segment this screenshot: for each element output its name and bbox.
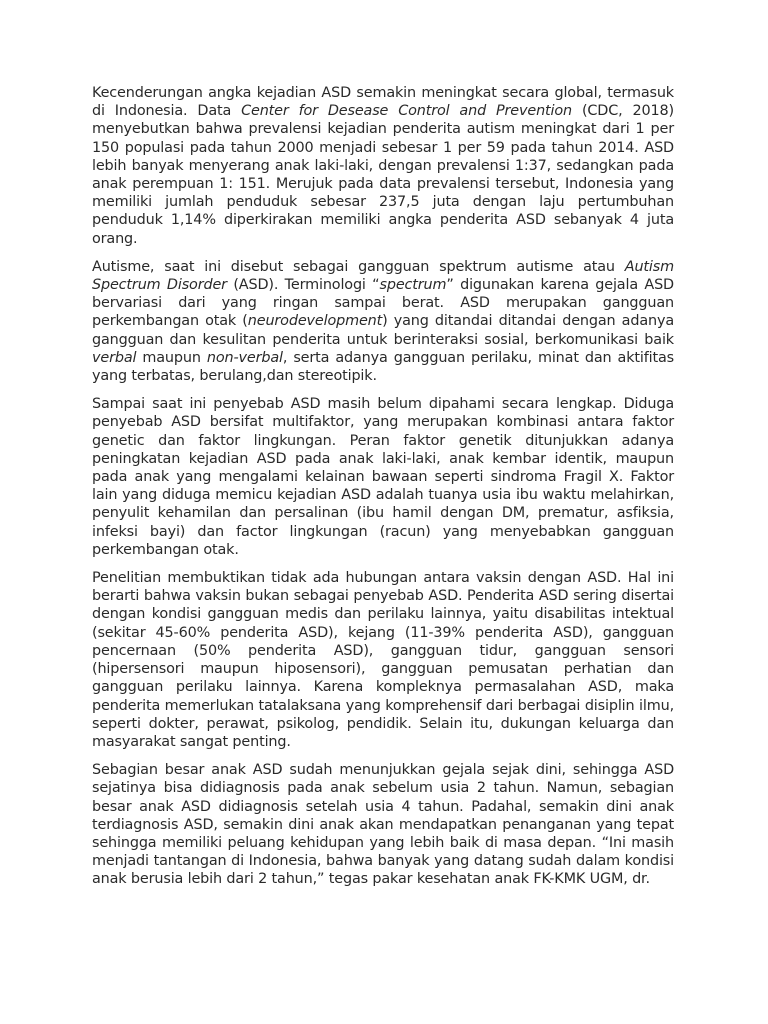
text-segment: Sebagian besar anak ASD sudah menunjukkan gejala sejak dini, sehingga ASD sejatinya bisa didiagnosis pada anak sebelum usia 2 tahun. Namun, sebagian besar anak ASD didiagnosis setelah usia 4 tahun. Padahal, semakin dini anak terdiagnosis ASD, semakin dini anak akan mendapatkan penanganan yang tepat sehingga memiliki peluang kehidupan yang lebih baik di masa depan. “Ini masih menjadi tantangan di Indonesia, bahwa banyak yang datang sudah dalam kondisi anak berusia lebih dari 2 tahun,” tegas pakar kesehatan anak FK-KMK UGM, dr. (92, 762, 674, 888)
text-segment: (CDC, 2018) menyebutkan bahwa prevalensi kejadian penderita autism meningkat dari 1 per 150 populasi pada tahun 2000 menjadi sebesar 1 per 59 pada tahun 2014. ASD lebih banyak menyerang anak laki-laki, dengan prevalensi 1:37, sedangkan pada anak perempuan 1: 151. Merujuk pada data prevalensi tersebut, Indonesia yang memiliki jumlah penduduk sebesar 237,5 juta dengan laju pertumbuhan penduduk 1,14% diperkirakan memiliki angka penderita ASD sebanyak 4 juta orang. (92, 103, 674, 247)
text-segment: (ASD). Terminologi “ (226, 277, 380, 294)
text-segment: , serta adanya gangguan perilaku, minat dan aktifitas yang terbatas, berulang,dan stereotipik. (92, 349, 674, 385)
paragraph-asd-definition (92, 258, 674, 385)
text-segment: Sampai saat ini penyebab ASD masih belum dipahami secara lengkap. Diduga penyebab ASD bersifat multifaktor, yang merupakan kombinasi antara faktor genetic dan faktor lingkungan. Peran faktor genetik ditunjukkan adanya peningkatan kejadian ASD pada anak laki-laki, anak kembar identik, maupun pada anak yang mengalami kelainan bawaan seperti sindroma Fragil X. Faktor lain yang diduga memicu kejadian ASD adalah tuanya usia ibu waktu melahirkan, penyulit kehamilan dan persalinan (ibu hamil dengan DM, prematur, asfiksia, infeksi bayi) dan factor lingkungan (racun) yang menyebabkan gangguan perkembangan otak. (92, 396, 674, 558)
paragraph-asd-causes (92, 395, 674, 559)
text-segment-italic: spectrum (379, 277, 447, 294)
text-segment: ” digunakan karena gejala ASD bervariasi dari yang ringan sampai berat. ASD merupakan gangguan perkembangan otak ( (92, 277, 674, 330)
text-segment: Kecenderungan angka kejadian ASD semakin meningkat secara global, termasuk di Indonesia. Data (92, 85, 674, 120)
paragraph-asd-early-diagnosis (92, 761, 674, 888)
text-segment: Penelitian membuktikan tidak ada hubungan antara vaksin dengan ASD. Hal ini berarti bahwa vaksin bukan sebagai penyebab ASD. Penderita ASD sering disertai dengan kondisi gangguan medis dan perilaku lainnya, yaitu disabilitas intektual (sekitar 45-60% penderita ASD), kejang (11-39% penderita ASD), gangguan pencernaan (50% penderita ASD), gangguan tidur, gangguan sensori (hipersensori maupun hiposensori), gangguan pemusatan perhatian dan gangguan perilaku lainnya. Karena kompleknya permasalahan ASD, maka penderita memerlukan tatalaksana yang komprehensif dari berbagai disiplin ilmu, seperti dokter, perawat, psikolog, pendidik. Selain itu, dukungan keluarga dan masyarakat sangat penting. (92, 570, 674, 750)
text-segment: Autisme, saat ini disebut sebagai gangguan spektrum autisme atau (92, 258, 625, 275)
document-page (92, 84, 674, 899)
text-segment: maupun (136, 349, 207, 366)
paragraph-asd-vaccine (92, 569, 674, 751)
text-segment: ) yang ditandai ditandai dengan adanya gangguan dan kesulitan penderita untuk berinteraksi sosial, berkomunikasi baik (92, 313, 674, 348)
text-segment-italic: neurodevelopment (247, 313, 383, 330)
paragraph-asd-prevalence (92, 84, 674, 248)
text-segment-italic: verbal (92, 349, 137, 366)
text-segment-italic: Center for Desease Control and Prevention (241, 103, 572, 120)
text-segment-italic: non-verbal (206, 349, 283, 366)
text-segment-italic: Autism Spectrum Disorder (92, 258, 674, 294)
